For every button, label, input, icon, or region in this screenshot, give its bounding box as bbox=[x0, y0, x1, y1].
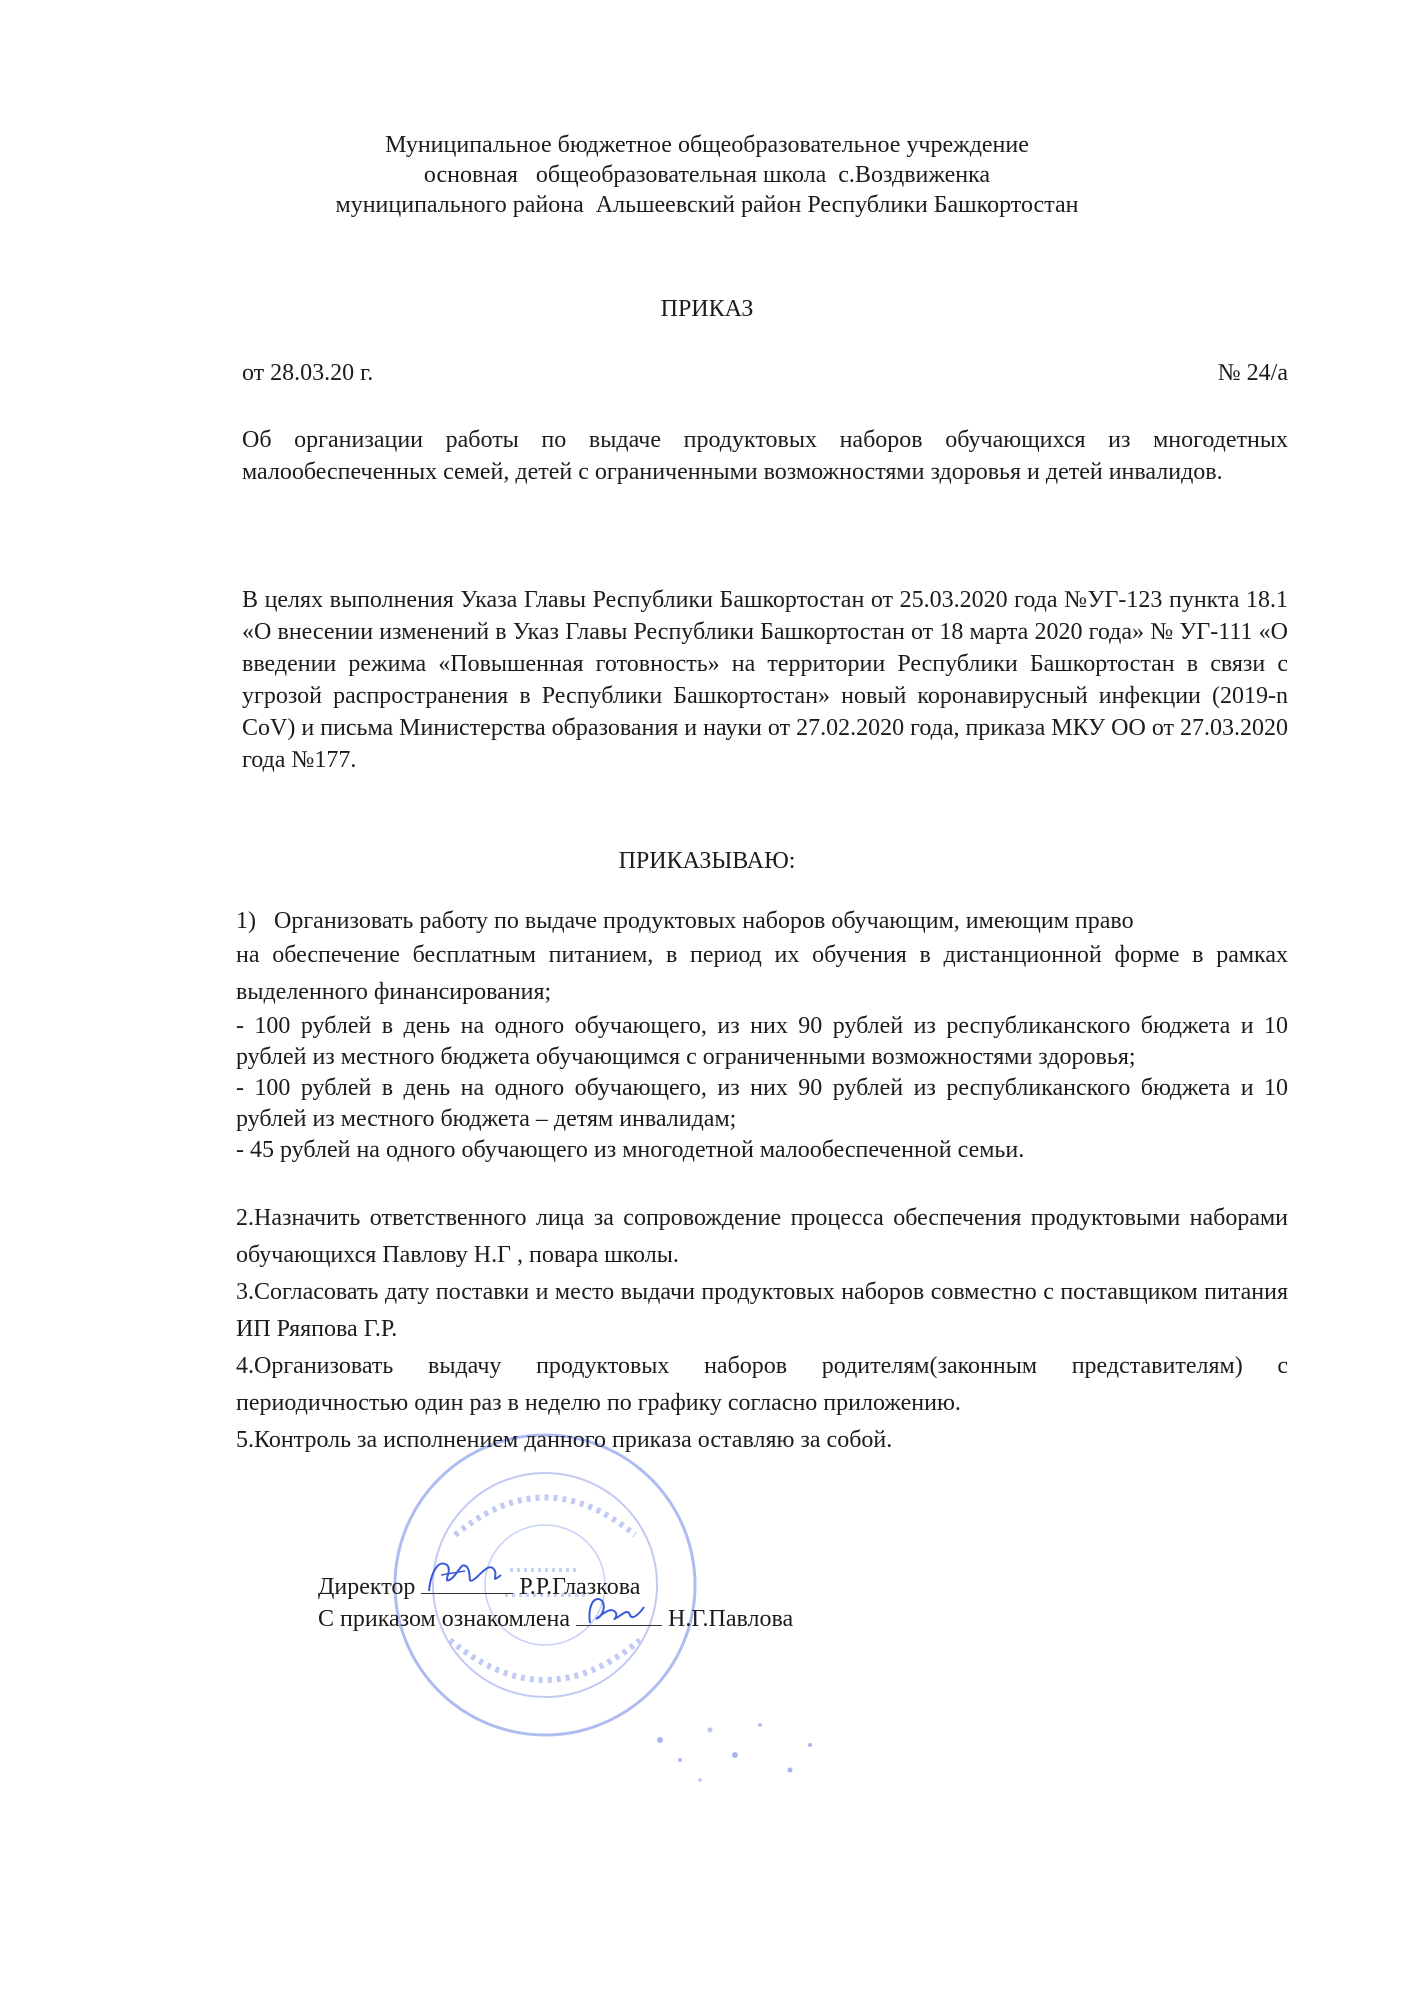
acknowledgement-name: Н.Г.Павлова bbox=[668, 1606, 794, 1632]
acknowledgement-label: С приказом ознакомлена bbox=[318, 1606, 570, 1632]
order-date: от 28.03.20 г. bbox=[242, 360, 374, 386]
document-title: ПРИКАЗ bbox=[660, 296, 754, 322]
ink-speckles bbox=[640, 1700, 840, 1800]
header-line-1: Муниципальное бюджетное общеобразовательное учреждение bbox=[385, 132, 1029, 158]
item-1-bullet-3: - 45 рублей на одного обучающего из многодетной малообеспеченной семьи. bbox=[236, 1137, 1025, 1163]
item-1-first-line: 1) Организовать работу по выдаче продуктовых наборов обучающим, имеющим право bbox=[236, 908, 1134, 934]
order-items bbox=[236, 906, 1288, 1459]
order-subject: Об организации работы по выдаче продуктовых наборов обучающихся из многодетных малообеспеченных семей, детей с ограниченными возможностями здоровья и детей инвалидов. bbox=[242, 427, 1288, 485]
item-4: 4.Организовать выдачу продуктовых наборов родителям(законным представителям) с периодичностью один раз в неделю по графику согласно приложению. bbox=[236, 1353, 1288, 1416]
order-directive-heading: ПРИКАЗЫВАЮ: bbox=[618, 848, 796, 874]
order-preamble: В целях выполнения Указа Главы Республики Башкортостан от 25.03.2020 года №УГ-123 пункта 18.1 «О внесении изменений в Указ Главы Республики Башкортостан от 18 марта 2020 года» № УГ-111 «О введении режима «Повышенная готовность» на территории Республики Башкортостан в связи с угрозой распространения в Республики Башкортостан» новый коронавирусный инфекции (2019-n CoV) и письма Министерства образования и науки от 27.02.2020 года, приказа МКУ ОО от 27.03.2020 года №177. bbox=[242, 587, 1288, 773]
acknowledgement-signature-scribble-icon bbox=[576, 1593, 662, 1629]
header-line-3: муниципального района Альшеевский район Республики Башкортостан bbox=[335, 192, 1079, 218]
header-line-2: основная общеобразовательная школа с.Воздвиженка bbox=[423, 162, 991, 188]
item-1-bullet-2: - 100 рублей в день на одного обучающего, из них 90 рублей из республиканского бюджета и 10 рублей из местного бюджета – детям инвалидам; bbox=[236, 1075, 1288, 1132]
director-signature bbox=[421, 1593, 513, 1594]
item-5: 5.Контроль за исполнением данного приказа оставляю за собой. bbox=[236, 1427, 893, 1453]
acknowledgement-signature bbox=[576, 1625, 662, 1626]
item-1-text: на обеспечение бесплатным питанием, в период их обучения в дистанционной форме в рамках выделенного финансирования; bbox=[236, 942, 1288, 1005]
order-number: № 24/а bbox=[1217, 360, 1288, 386]
item-3: 3.Согласовать дату поставки и место выдачи продуктовых наборов совместно с поставщиком питания ИП Ряяпова Г.Р. bbox=[236, 1279, 1288, 1342]
institution-header bbox=[0, 130, 1414, 220]
item-2: 2.Назначить ответственного лица за сопровождение процесса обеспечения продуктовыми наборами обучающихся Павлову Н.Г , повара школы. bbox=[236, 1205, 1288, 1268]
item-1-bullet-1: - 100 рублей в день на одного обучающего, из них 90 рублей из республиканского бюджета и 10 рублей из местного бюджета обучающимся с ограниченными возможностями здоровья; bbox=[236, 1013, 1288, 1070]
director-name: Р.Р.Глазкова bbox=[519, 1574, 641, 1600]
director-signature-scribble-icon bbox=[421, 1557, 513, 1597]
director-label: Директор bbox=[318, 1574, 416, 1600]
acknowledgement-signature-line bbox=[318, 1606, 793, 1633]
